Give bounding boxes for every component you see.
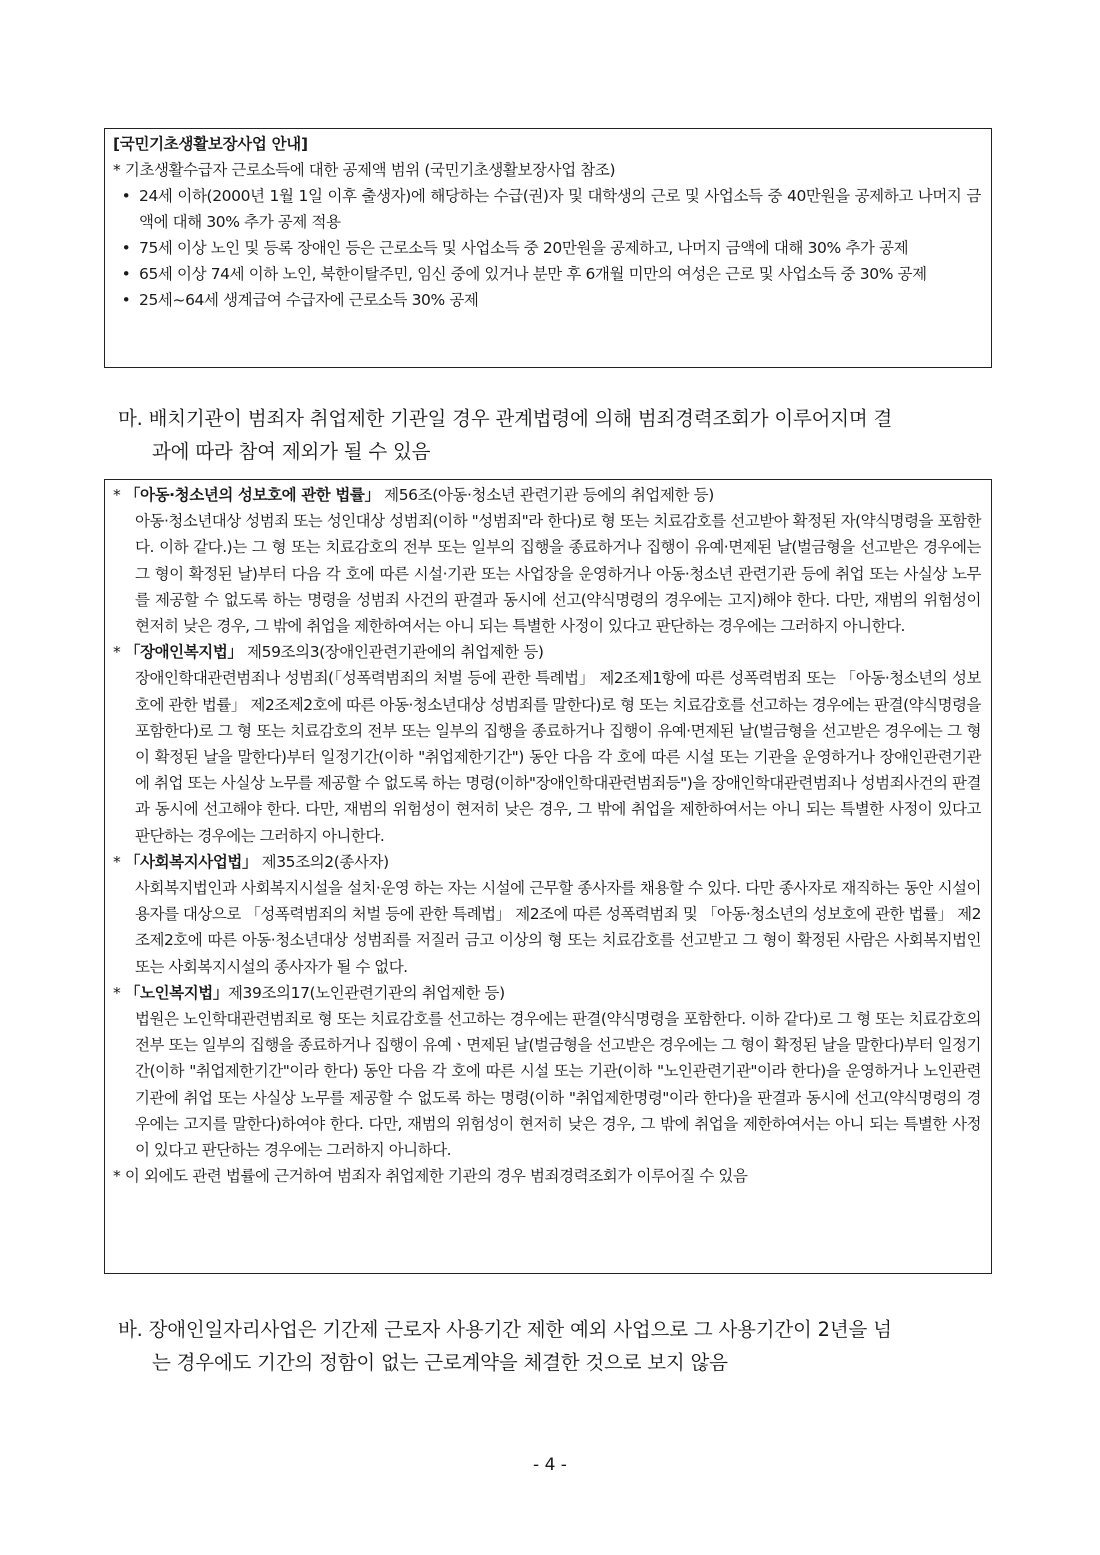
law-article: 제59조의3(장애인관련기관에의 취업제한 등) — [242, 643, 544, 662]
bullet-icon: • — [121, 239, 131, 257]
section-ma-heading — [118, 402, 1000, 468]
law-prefix: * — [113, 852, 125, 871]
law-name: 「사회복지사업법」 — [124, 852, 258, 871]
section-line: 는 경우에도 기간의 정함이 없는 근로계약을 체결한 것으로 보지 않음 — [152, 1351, 728, 1374]
list-item — [113, 261, 981, 287]
list-item-text: 24세 이하(2000년 1월 1일 이후 출생자)에 해당하는 수급(권)자 및 대학생의 근로 및 사업소득 중 40만원을 공제하고 나머지 금액에 대해 30% 추가 공제 적용 — [139, 187, 981, 231]
law-heading-social-welfare — [113, 849, 981, 875]
footer-note: * 이 외에도 관련 법률에 근거하여 범죄자 취업제한 기관의 경우 범죄경력조회가 이루어질 수 있음 — [113, 1167, 748, 1186]
law-body-social-welfare: 사회복지법인과 사회복지시설을 설치·운영 하는 자는 시설에 근무할 종사자를 채용할 수 있다. 다만 종사자로 재직하는 동안 시설이용자를 대상으로 「성폭력범죄의 처벌 등에 관한 특례법」 제2조에 따른 성폭력범죄 및 「아동·청소년의 성보호에 관한 법률」 제2조제2호에 따른 아동·청소년대상 성범죄를 저질러 금고 이상의 형 또는 치료감호를 선고받고 그 형이 확정된 사람은 사회복지법인 또는 사회복지시설의 종사자가 될 수 없다. — [135, 879, 981, 976]
law-heading-youth-protection — [113, 482, 981, 508]
deduction-note: * 기초생활수급자 근로소득에 대한 공제액 범위 (국민기초생활보장사업 참조) — [113, 161, 616, 179]
list-item-text: 75세 이상 노인 및 등록 장애인 등은 근로소득 및 사업소득 중 20만원을 공제하고, 나머지 금액에 대해 30% 추가 공제 — [139, 239, 909, 257]
list-item-text: 65세 이상 74세 이하 노인, 북한이탈주민, 임신 중에 있거나 분만 후 6개월 미만의 여성은 근로 및 사업소득 중 30% 공제 — [139, 265, 927, 283]
law-name: 「아동·청소년의 성보호에 관한 법률」 — [124, 486, 380, 504]
section-ba-heading — [118, 1313, 1000, 1379]
list-item — [113, 235, 981, 261]
list-item — [113, 287, 981, 313]
bullet-icon: • — [121, 291, 131, 309]
law-name: 「장애인복지법」 — [124, 643, 243, 662]
section-line: 마. 배치기관이 범죄자 취업제한 기관일 경우 관계법령에 의해 범죄경력조회가 이루어지며 결 — [118, 407, 893, 430]
law-heading-disability-welfare — [113, 639, 981, 665]
basic-livelihood-info-box — [104, 128, 992, 368]
section-line: 바. 장애인일자리사업은 기간제 근로자 사용기간 제한 예외 사업으로 그 사용기간이 2년을 넘 — [118, 1318, 892, 1341]
law-body-disability-welfare: 장애인학대관련범죄나 성범죄(「성폭력범죄의 처벌 등에 관한 특례법」 제2조제1항에 따른 성폭력범죄 또는 「아동·청소년의 성보호에 관한 법률」 제2조제2호에 따른 아동·청소년대상 성범죄를 말한다)로 형 또는 치료감호를 선고하는 경우에는 판결(약식명령을 포함한다)로 그 형 또는 치료감호의 전부 또는 일부의 집행을 종료하거나 집행이 유예·면제된 날(벌금형을 선고받은 경우에는 그 형이 확정된 날을 말한다)부터 일정기간(이하 "취업제한기간") 동안 다음 각 호에 따른 시설 또는 기관을 운영하거나 장애인관련기관에 취업 또는 사실상 노무를 제공할 수 없도록 하는 명령(이하"장애인학대관련범죄등")을 장애인학대관련범죄나 성범죄사건의 판결과 동시에 선고해야 한다. 다만, 재범의 위험성이 현저히 낮은 경우, 그 밖에 취업을 제한하여서는 아니 되는 특별한 사정이 있다고 판단하는 경우에는 그러하지 아니한다. — [135, 669, 981, 845]
bullet-icon: • — [121, 187, 131, 205]
law-name: 「노인복지법」 — [124, 983, 228, 1002]
law-article: 제35조의2(종사자) — [257, 852, 389, 871]
law-prefix: * — [113, 486, 125, 504]
law-body-youth-protection: 아동·청소년대상 성범죄 또는 성인대상 성범죄(이하 "성범죄"라 한다)로 형 또는 치료감호를 선고받아 확정된 자(약식명령을 포함한다. 이하 같다.)는 그 형 또는 치료감호의 전부 또는 일부의 집행을 종료하거나 집행이 유예·면제된 날(벌금형을 선고받은 경우에는 그 형이 확정된 날)부터 다음 각 호에 따른 시설·기관 또는 사업장을 운영하거나 아동·청소년 관련기관 등에 취업 또는 사실상 노무를 제공할 수 없도록 하는 명령을 성범죄 사건의 판결과 동시에 선고(약식명령의 경우에는 고지)해야 한다. 다만, 재범의 위험성이 현저히 낮은 경우, 그 밖에 취업을 제한하여서는 아니 되는 특별한 사정이 있다고 판단하는 경우에는 그러하지 아니한다. — [135, 512, 981, 636]
section-line: 과에 따라 참여 제외가 될 수 있음 — [152, 440, 431, 463]
law-article: 제39조의17(노인관련기관의 취업제한 등) — [227, 983, 505, 1002]
list-item-text: 25세~64세 생계급여 수급자에 근로소득 30% 공제 — [139, 291, 479, 309]
law-article: 제56조(아동·청소년 관련기관 등에의 취업제한 등) — [379, 486, 714, 504]
page-number: - 4 - — [533, 1455, 567, 1475]
law-prefix: * — [113, 983, 125, 1002]
list-item — [113, 183, 981, 235]
law-body-elderly-welfare: 법원은 노인학대관련범죄로 형 또는 치료감호를 선고하는 경우에는 판결(약식명령을 포함한다. 이하 같다)로 그 형 또는 치료감호의 전부 또는 일부의 집행을 종료하거나 집행이 유예ㆍ면제된 날(벌금형을 선고받은 경우에는 그 형이 확정된 날을 말한다)부터 일정기간(이하 "취업제한기간"이라 한다) 동안 다음 각 호에 따른 시설 또는 기관(이하 "노인관련기관"이라 한다)을 운영하거나 노인관련기관에 취업 또는 사실상 노무를 제공할 수 없도록 하는 명령(이하 "취업제한명령"이라 한다)을 판결과 동시에 선고(약식명령의 경우에는 고지를 말한다)하여야 한다. 다만, 재범의 위험성이 현저히 낮은 경우, 그 밖에 취업을 제한하여서는 아니 되는 특별한 사정이 있다고 판단하는 경우에는 그러하지 아니하다. — [135, 1010, 981, 1160]
bullet-icon: • — [121, 265, 131, 283]
related-laws-box — [104, 479, 992, 1274]
law-heading-elderly-welfare — [113, 980, 981, 1006]
box-title: [국민기초생활보장사업 안내] — [113, 135, 308, 153]
law-prefix: * — [113, 643, 125, 662]
